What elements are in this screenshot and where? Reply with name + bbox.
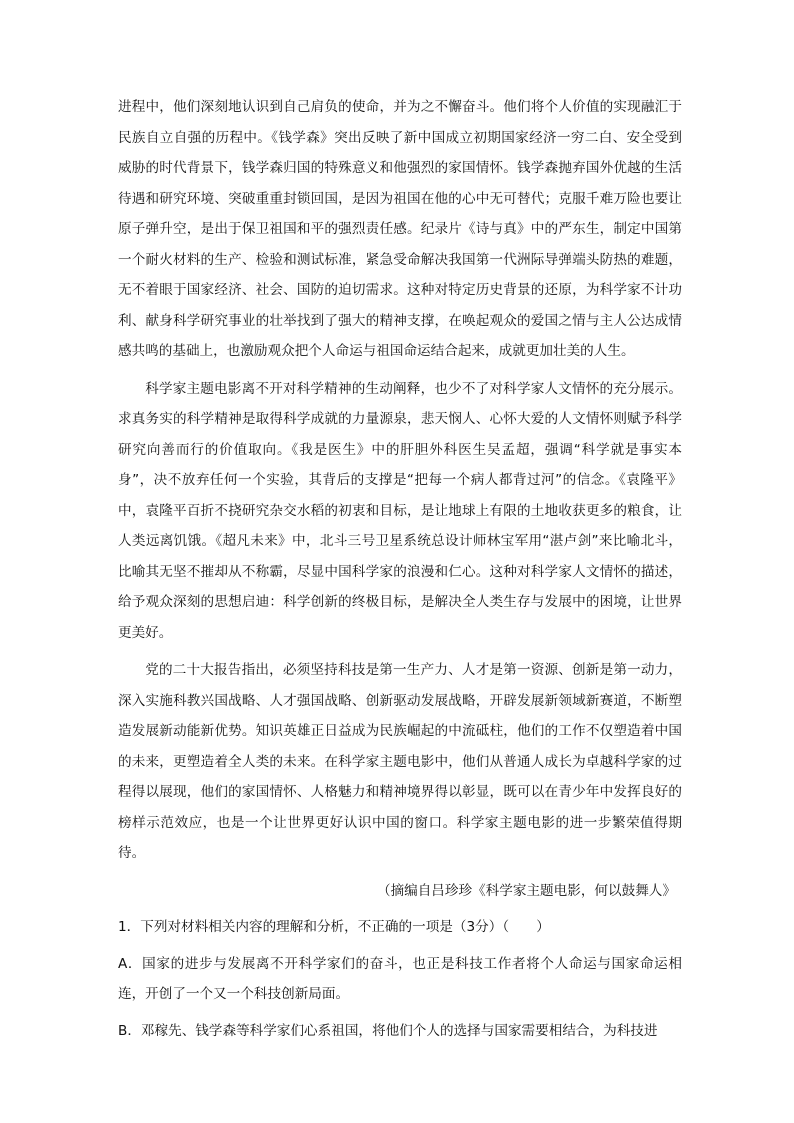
question-stem: 1．下列对材料相关内容的理解和分析，不正确的一项是（3分）（ ） <box>118 919 550 935</box>
source-citation: （摘编自吕珍珍《科学家主题电影，何以鼓舞人》 <box>376 882 676 899</box>
paragraph-1: 进程中，他们深刻地认识到自己肩负的使命，并为之不懈奋斗。他们将个人价值的实现融汇于民族自立自强的历程中。《钱学森》突出反映了新中国成立初期国家经济一穷二白、安全受到威胁的时代背景下，钱学森归国的特殊意义和他强烈的家国情怀。钱学森抛弃国外优越的生活待遇和研究环境、突破重重封锁回国，是因为祖国在他的心中无可替代；克服千难万险也要让原子弹升空，是出于保卫祖国和平的强烈责任感。纪录片《诗与真》中的严东生，制定中国第一个耐火材料的生产、检验和测试标准，紧急受命解决我国第一代洲际导弹端头防热的难题，无不着眼于国家经济、社会、国防的迫切需求。这种对特定历史背景的还原，为科学家不计功利、献身科学研究事业的壮举找到了强大的精神支撑，在唤起观众的爱国之情与主人公达成情感共鸣的基础上，也激励观众把个人命运与祖国命运结合起来，成就更加壮美的人生。 <box>118 99 682 359</box>
paragraph-2: 科学家主题电影离不开对科学精神的生动阐释，也少不了对科学家人文情怀的充分展示。求真务实的科学精神是取得科学成就的力量源泉，悲天悯人、心怀大爱的人文情怀则赋予科学研究向善而行的价值取向。《我是医生》中的肝胆外科医生吴孟超，强调“科学就是事实本身”，决不放弃任何一个实验，其背后的支撑是“把每一个病人都背过河”的信念。《袁隆平》中，袁隆平百折不挠研究杂交水稻的初衷和目标，是让地球上有限的土地收获更多的粮食，让人类远离饥饿。《超凡未来》中，北斗三号卫星系统总设计师林宝军用“湛卢剑”来比喻北斗，比喻其无坚不摧却从不称霸，尽显中国科学家的浪漫和仁心。这种对科学家人文情怀的描述，给予观众深刻的思想启迪：科学创新的终极目标，是解决全人类生存与发展中的困境，让世界更美好。 <box>118 380 682 641</box>
option-a: A．国家的进步与发展离不开科学家们的奋斗，也正是科技工作者将个人命运与国家命运相连，开创了一个又一个科技创新局面。 <box>118 955 682 1002</box>
option-b: B．邓稼先、钱学森等科学家们心系祖国，将他们个人的选择与国家需要相结合，为科技进 <box>118 1022 658 1039</box>
paragraph-3: 党的二十大报告指出，必须坚持科技是第一生产力、人才是第一资源、创新是第一动力，深入实施科教兴国战略、人才强国战略、创新驱动发展战略，开辟发展新领域新赛道，不断塑造发展新动能新优势。知识英雄正日益成为民族崛起的中流砥柱，他们的工作不仅塑造着中国的未来，更塑造着全人类的未来。在科学家主题电影中，他们从普通人成长为卓越科学家的过程得以展现，他们的家国情怀、人格魅力和精神境界得以彰显，既可以在青少年中发挥良好的榜样示范效应，也是一个让世界更好认识中国的窗口。科学家主题电影的进一步繁荣值得期待。 <box>118 662 682 861</box>
document-page <box>118 92 682 1052</box>
